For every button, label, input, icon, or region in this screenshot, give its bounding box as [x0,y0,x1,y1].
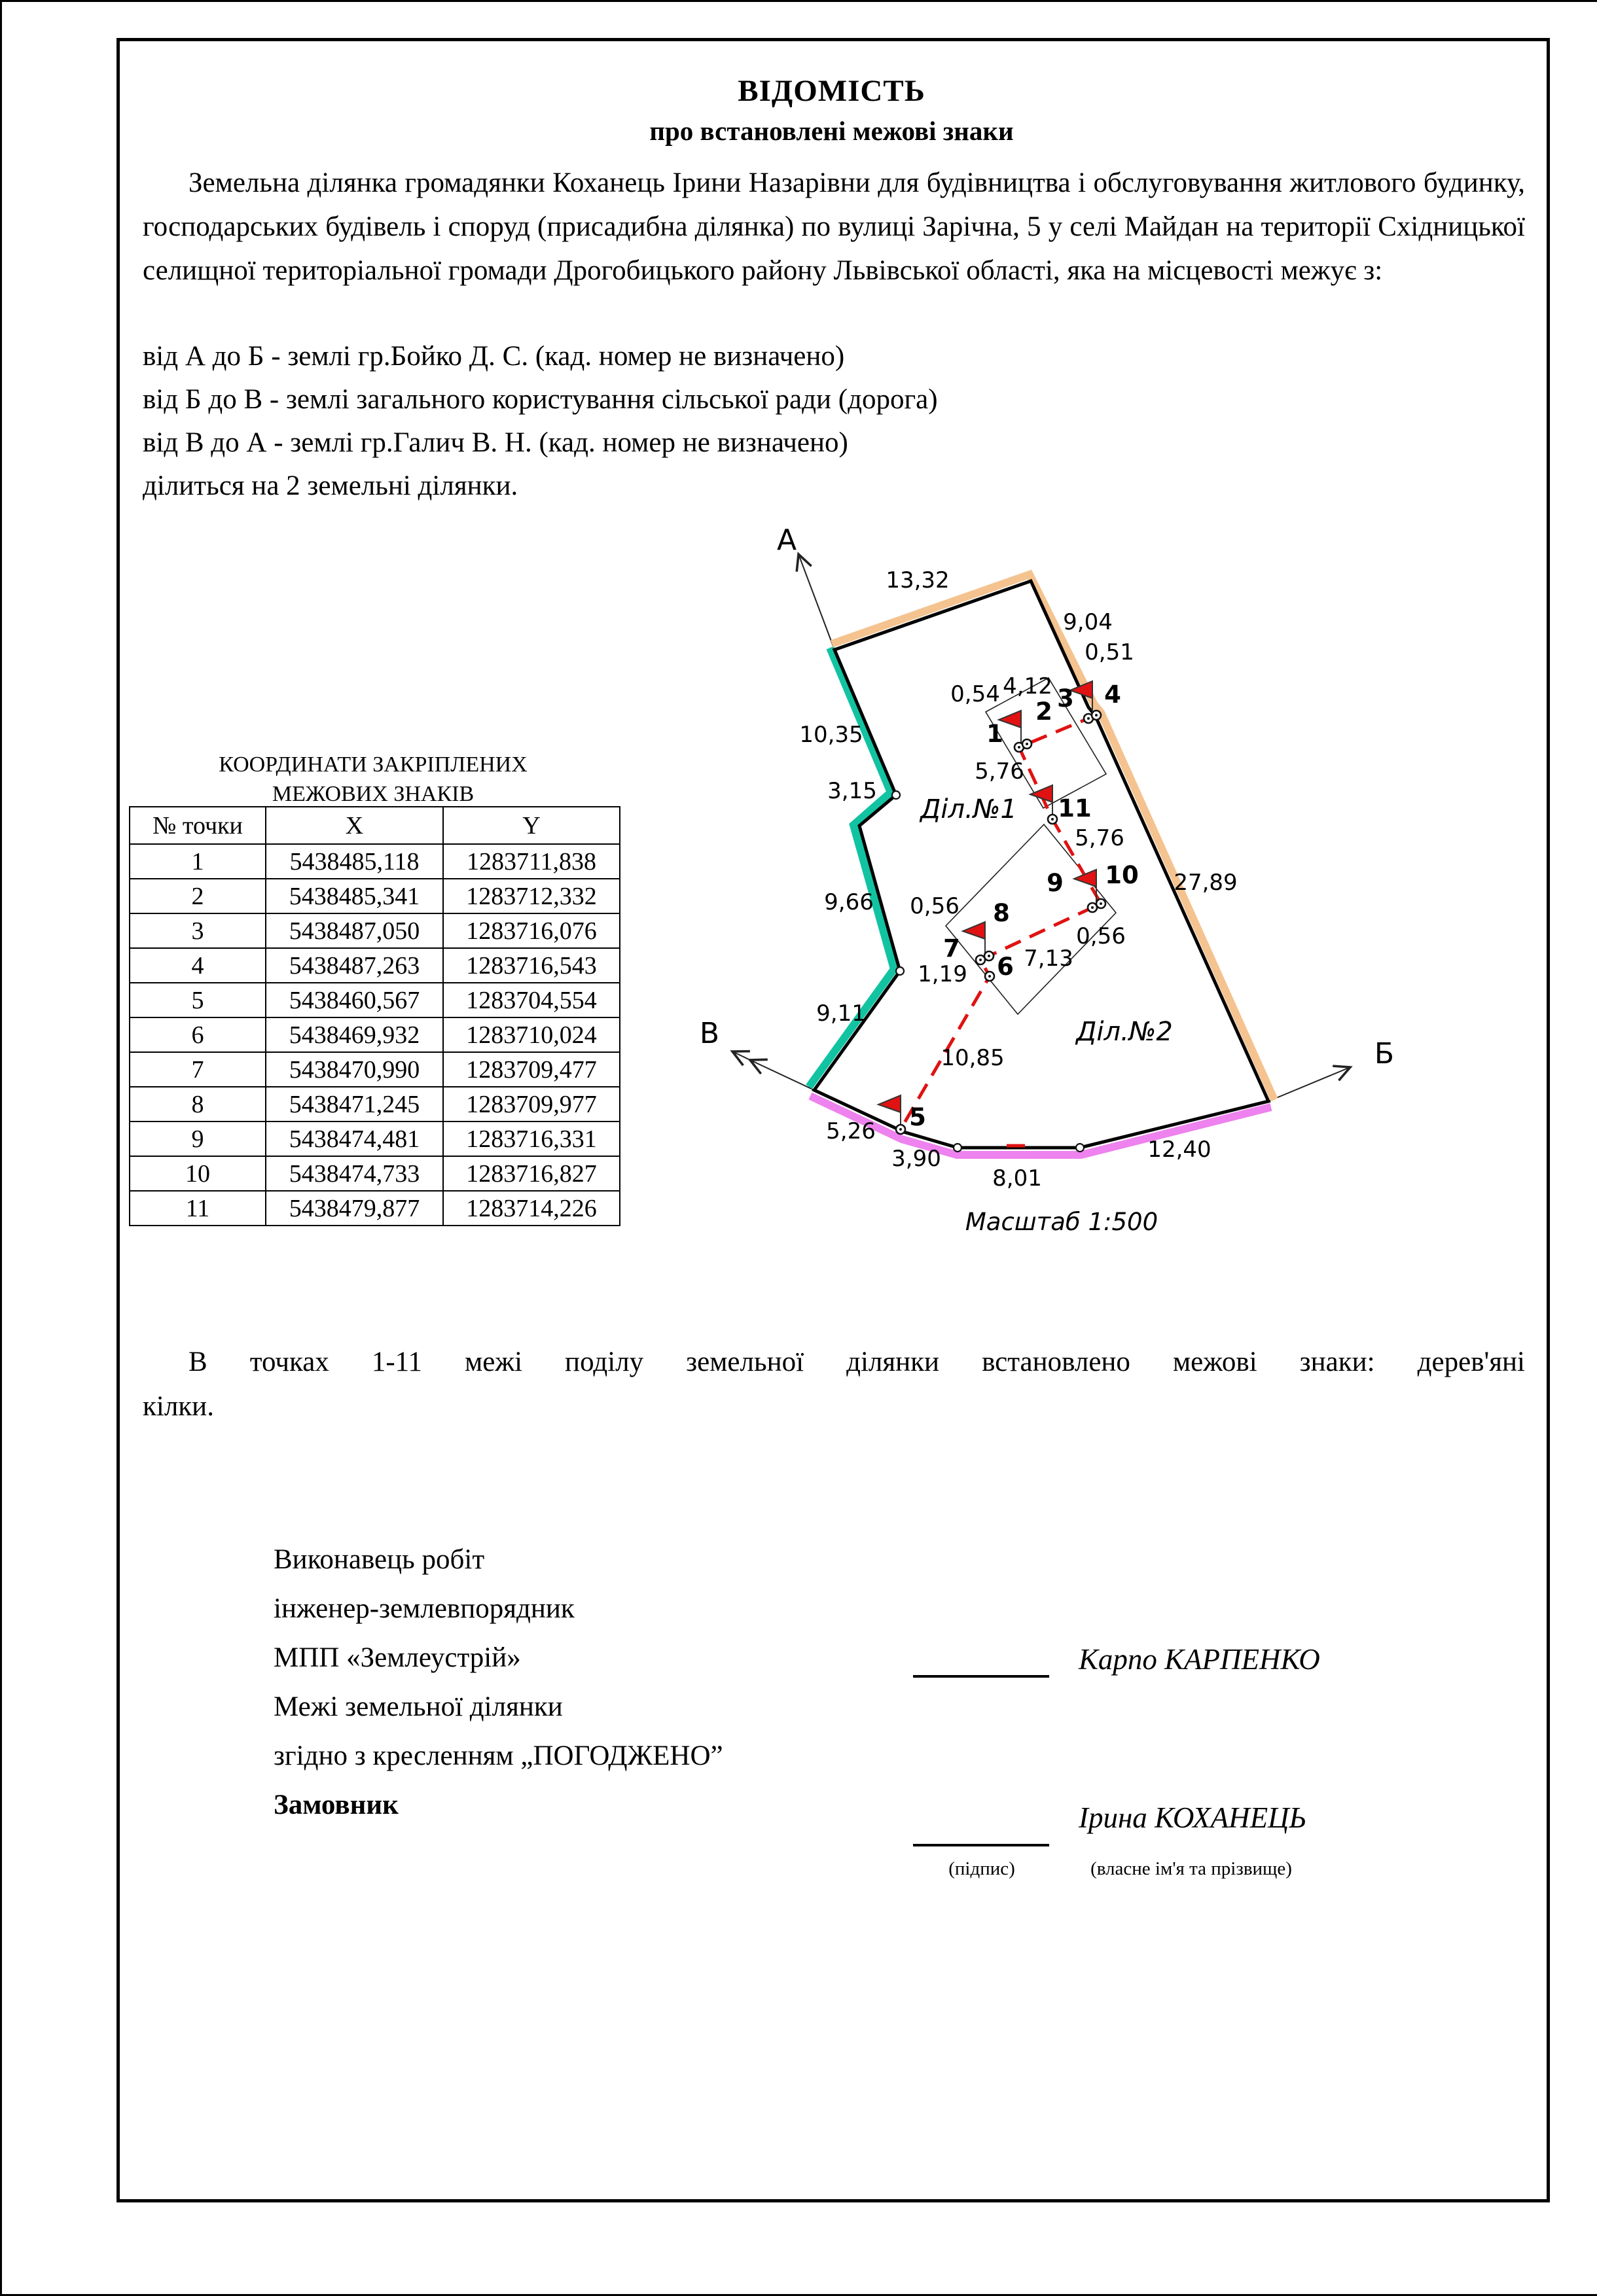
coords-header-row [130,807,620,844]
cell-n: 9 [130,1122,266,1156]
table-row [130,1052,620,1087]
cell-n: 6 [130,1017,266,1052]
cell-n: 7 [130,1052,266,1087]
cell-x: 5438487,263 [266,948,443,983]
dim-label: 3,15 [827,778,877,804]
intro-paragraph: Земельна ділянка громадянки Коханець Ірини Назарівни для будівництва і обслуговування житлового будинку, господарських будівель і споруд (присадибна ділянка) по вулиці Зарічна, 5 у селі Майдан на території Східницької селищної територіальної громади Дрогобицького району Львівської області, яка на місцевості межує з: [143,168,1525,286]
dim-label: 1,19 [918,961,967,987]
doc-title: ВІДОМІСТЬ [738,74,925,108]
direction-label-A: А [776,523,797,557]
ray-to-V-tip [732,1051,750,1060]
cell-n: 11 [130,1191,266,1226]
col-header-y: Y [443,807,620,844]
signature-labels [274,1535,723,1829]
cell-y: 1283716,543 [443,948,620,983]
dim-label: 4,12 [1003,673,1052,699]
dim-label: 12,40 [1147,1137,1211,1163]
dim-label: 8,01 [992,1165,1042,1192]
page-edge-left [0,0,2,2296]
client-name: Ірина КОХАНЕЦЬ [1079,1801,1307,1834]
cell-y: 1283716,076 [443,913,620,948]
cell-n: 2 [130,879,266,913]
signature-line-executor [913,1636,1049,1678]
dim-label: 9,04 [1063,609,1113,635]
dim-label: 0,54 [950,681,1000,707]
dim-label: 10,85 [941,1045,1005,1071]
caption-name: (власне ім'я та прізвище) [1090,1858,1292,1879]
boundary-corner-marker [896,967,904,975]
cell-x: 5438470,990 [266,1052,443,1087]
cell-x: 5438485,118 [266,844,443,879]
boundary-corner-marker [954,1144,961,1152]
ray-to-A [798,554,834,650]
table-row [130,948,620,983]
adjacency-line: ділиться на 2 земельні ділянки. [143,470,518,501]
dim-label: 0,56 [910,893,960,919]
dim-label: 5,76 [975,758,1024,785]
point-label: 8 [993,899,1010,927]
cadastral-plan [687,523,1505,1289]
signature-line-client [913,1806,1049,1846]
page-edge-top [0,0,1597,2]
dim-label: 0,56 [1076,923,1126,949]
cell-y: 1283714,226 [443,1191,620,1226]
cell-x: 5438460,567 [266,983,443,1017]
cell-y: 1283709,977 [443,1087,620,1122]
parcel2-label: Діл.№2 [1076,1017,1173,1047]
dim-label: 13,32 [886,567,950,593]
note-line2: кілки. [143,1391,214,1422]
table-row [130,913,620,948]
sig-row-engineer: інженер-землевпорядник [274,1593,575,1624]
dim-label: 5,76 [1075,825,1124,851]
cell-n: 1 [130,844,266,879]
ray-to-B [1268,1067,1350,1101]
executor-name: Карпо КАРПЕНКО [1079,1643,1320,1676]
table-row [130,844,620,879]
col-header-point: № точки [130,807,266,844]
cell-n: 3 [130,913,266,948]
direction-label-V: В [699,1017,720,1050]
cell-n: 8 [130,1087,266,1122]
boundary-corner-marker [1076,1144,1084,1152]
dim-label: 27,89 [1174,870,1238,896]
point-label: 1 [986,720,1003,748]
coords-table-title-line2: МЕЖОВИХ ЗНАКІВ [272,782,475,806]
cell-x: 5438469,932 [266,1017,443,1052]
sig-row-agreed: згідно з кресленням „ПОГОДЖЕНО” [274,1740,723,1771]
dim-label: 9,66 [824,889,874,915]
col-header-x: X [266,807,443,844]
cell-n: 4 [130,948,266,983]
dim-label: 7,13 [1024,945,1073,972]
point-label: 7 [943,934,960,963]
point-label: 9 [1047,869,1064,897]
coords-table-title-line1: КООРДИНАТИ ЗАКРІПЛЕНИХ [219,752,528,777]
adjacency-line: від В до А - землі гр.Галич В. Н. (кад. номер не визначено) [143,427,848,458]
adjacency-list [143,335,1525,508]
cell-y: 1283709,477 [443,1052,620,1087]
sig-row-executor-title: Виконавець робіт [274,1544,485,1575]
caption-signature: (підпис) [948,1858,1015,1879]
parcel-boundary [814,581,1268,1148]
ray-to-V [750,1060,814,1090]
boundary-corner-marker [892,791,900,799]
cell-x: 5438471,245 [266,1087,443,1122]
cell-y: 1283710,024 [443,1017,620,1052]
dim-label: 10,35 [799,722,863,748]
cell-x: 5438474,481 [266,1122,443,1156]
point-label: 6 [997,953,1014,981]
direction-label-B: Б [1374,1037,1395,1070]
adjacency-line: від А до Б - землі гр.Бойко Д. С. (кад. номер не визначено) [143,341,845,372]
table-row [130,879,620,913]
cell-n: 10 [130,1156,266,1191]
note-line1: В точках 1-11 межі поділу земельної ділянки встановлено межові знаки: дерев'яні [188,1347,1525,1377]
point-label: 4 [1104,680,1121,709]
cell-x: 5438485,341 [266,879,443,913]
point-label: 2 [1035,698,1052,726]
cell-x: 5438474,733 [266,1156,443,1191]
cell-y: 1283711,838 [443,844,620,879]
coords-table [129,806,620,1226]
note-block [143,1340,1525,1429]
dim-label: 5,26 [826,1118,876,1144]
point-label: 5 [909,1103,926,1131]
cell-x: 5438479,877 [266,1191,443,1226]
cell-y: 1283704,554 [443,983,620,1017]
adjacency-line: від Б до В - землі загального користування сільської ради (дорога) [143,384,938,415]
dim-label: 9,11 [816,1000,866,1027]
scale-label: Масштаб 1:500 [965,1208,1158,1236]
parcel1-label: Діл.№1 [920,794,1017,824]
coords-table-title [129,750,617,809]
table-row [130,1191,620,1226]
cell-y: 1283716,331 [443,1122,620,1156]
point-label: 3 [1057,684,1074,713]
table-row [130,1017,620,1052]
sig-row-borders: Межі земельної ділянки [274,1691,563,1722]
table-row [130,1087,620,1122]
cell-n: 5 [130,983,266,1017]
dim-label: 3,90 [891,1146,941,1172]
dim-label: 0,51 [1085,639,1134,665]
table-row [130,1156,620,1191]
sig-row-client-title: Замовник [274,1790,399,1820]
point-label: 10 [1105,861,1139,889]
table-row [130,1122,620,1156]
cell-y: 1283712,332 [443,879,620,913]
sig-row-company: МПП «Землеустрій» [274,1642,521,1673]
doc-subtitle: про встановлені межові знаки [649,116,1014,146]
cell-x: 5438487,050 [266,913,443,948]
cell-y: 1283716,827 [443,1156,620,1191]
point-label: 11 [1058,794,1092,822]
table-row [130,983,620,1017]
